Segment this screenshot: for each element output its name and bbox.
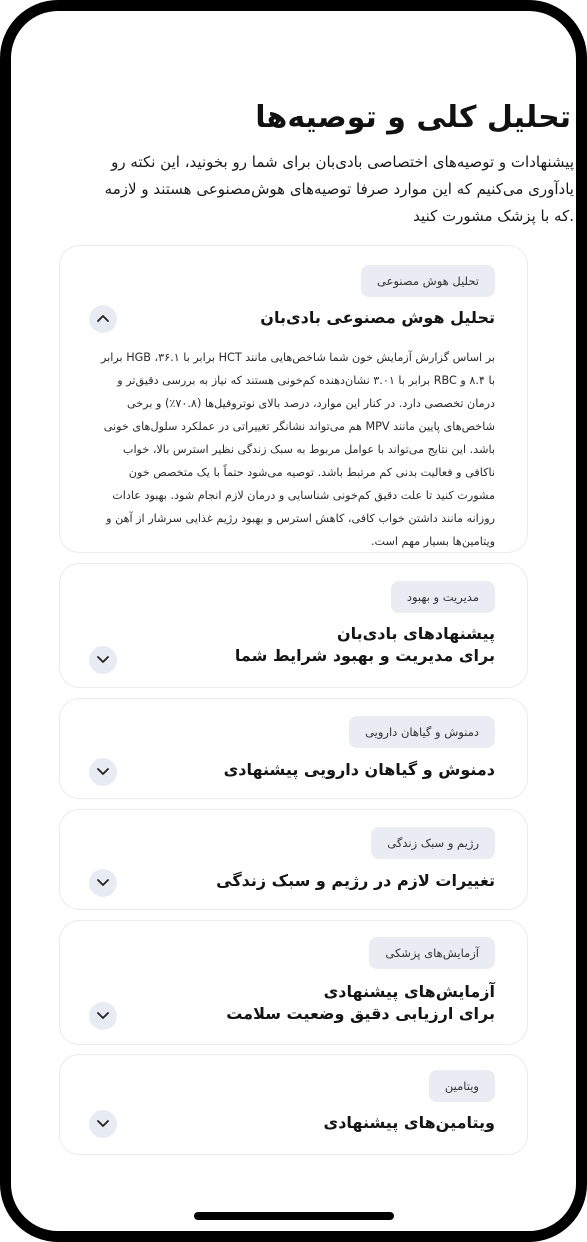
- card-ai-analysis[interactable]: [59, 245, 528, 553]
- card-title: [175, 759, 495, 781]
- category-badge: مدیریت و بهبود: [391, 581, 495, 613]
- home-indicator[interactable]: [194, 1212, 394, 1220]
- card-title: [175, 981, 495, 1025]
- card-medical-tests[interactable]: [59, 920, 528, 1045]
- chevron-down-icon: [96, 1118, 110, 1130]
- expand-button[interactable]: [89, 646, 117, 674]
- chevron-down-icon: [96, 1010, 110, 1022]
- card-title-line: برای ارزیابی دقیق وضعیت سلامت: [226, 1004, 495, 1023]
- card-title-line: تحلیل هوش مصنوعی بادی‌بان: [260, 308, 495, 327]
- card-title: [175, 623, 495, 667]
- page-title: تحلیل کلی و توصیه‌ها: [255, 100, 571, 135]
- expand-button[interactable]: [89, 758, 117, 786]
- card-herbal[interactable]: [59, 698, 528, 799]
- card-title-line: آزمایش‌های پیشنهادی: [323, 982, 495, 1001]
- category-badge: دمنوش و گیاهان دارویی: [349, 716, 495, 748]
- analysis-text: بر اساس گزارش آزمایش خون شما شاخص‌هایی مانند HCT برابر با ۳۶.۱، HGB برابر با ۸.۴ و RBC برابر با ۳.۰۱ نشان‌دهنده کم‌خونی هستند که نیاز به بررسی دقیق‌تر و درمان تخصصی دارد. در کنار این موارد، درصد بالای نوتروفیل‌ها (۷۰.۸٪) و برخی شاخص‌های پایین مانند MPV هم می‌تواند نشانگر تغییراتی در عملکرد سلول‌های خونی باشد. این نتایج می‌تواند با عوامل مربوط به سبک زندگی نظیر استرس بالا، خواب ناکافی و فعالیت بدنی کم مرتبط باشد. توصیه می‌شود حتماً با یک متخصص خون مشورت کنید تا علت دقیق کم‌خونی شناسایی و درمان لازم انجام شود. بهبود عادات روزانه مانند داشتن خواب کافی، کاهش استرس و بهبود رژیم غذایی سرشار از آهن و ویتامین‌ها بسیار مهم است.: [100, 351, 495, 548]
- card-title: [175, 1112, 495, 1134]
- card-title-line: ویتامین‌های پیشنهادی: [323, 1113, 495, 1132]
- card-vitamins[interactable]: [59, 1054, 528, 1155]
- card-management[interactable]: [59, 563, 528, 688]
- expand-button[interactable]: [89, 1002, 117, 1030]
- card-title: [175, 307, 495, 329]
- card-title-line: تغییرات لازم در رژیم و سبک زندگی: [216, 871, 495, 890]
- category-badge: رژیم و سبک زندگی: [371, 827, 495, 859]
- chevron-up-icon: [96, 313, 110, 325]
- category-badge: ویتامین: [429, 1070, 495, 1102]
- chevron-down-icon: [96, 877, 110, 889]
- category-badge: تحلیل هوش مصنوعی: [361, 265, 495, 297]
- collapse-button[interactable]: [89, 305, 117, 333]
- category-badge: آزمایش‌های پزشکی: [369, 937, 495, 969]
- card-lifestyle[interactable]: [59, 809, 528, 910]
- expand-button[interactable]: [89, 1110, 117, 1138]
- card-title-line: برای مدیریت و بهبود شرایط شما: [234, 646, 495, 665]
- card-title-line: دمنوش و گیاهان دارویی پیشنهادی: [223, 760, 495, 779]
- card-title-line: پیشنهادهای بادی‌بان: [336, 624, 495, 643]
- card-title: [175, 870, 495, 892]
- expand-button[interactable]: [89, 869, 117, 897]
- chevron-down-icon: [96, 654, 110, 666]
- intro-text: پیشنهادات و توصیه‌های اختصاصی بادی‌بان برای شما رو بخونید، این نکته رو یادآوری می‌کنیم که این موارد صرفا توصیه‌های هوش‌مصنوعی هستند و لازمه که با پزشک مشورت کنید.: [104, 153, 574, 225]
- chevron-down-icon: [96, 766, 110, 778]
